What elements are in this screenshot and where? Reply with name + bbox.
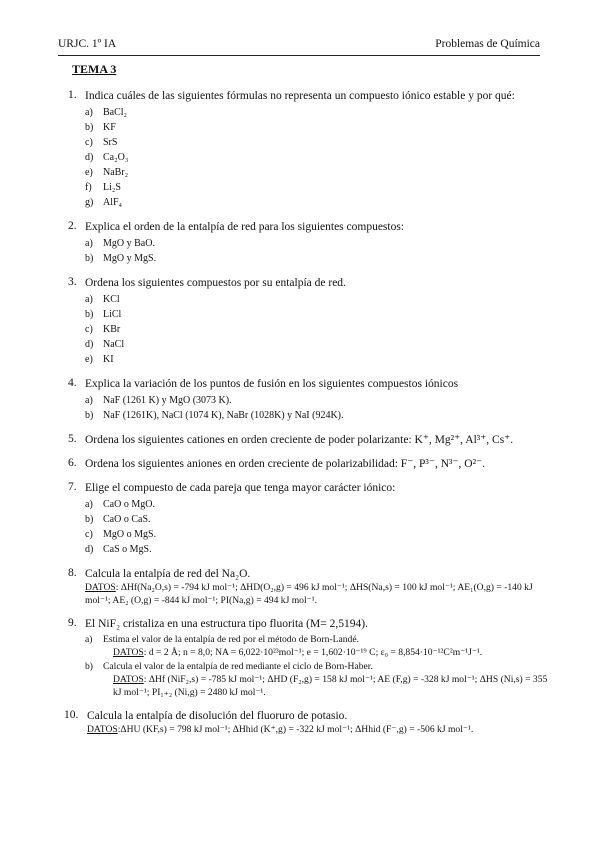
- question-text: Ordena los siguientes compuestos por su entalpía de red.: [85, 277, 346, 289]
- option-item: a) BaCl₂: [85, 107, 128, 118]
- question-text: Calcula la entalpía de disolución del fluoruro de potasio.: [87, 710, 348, 722]
- question-1: [68, 89, 550, 210]
- option-item: b) MgO y MgS.: [85, 253, 157, 264]
- question-10: [64, 709, 550, 736]
- question-number: 4.: [68, 377, 77, 389]
- datos-block: [87, 723, 550, 736]
- datos-text: : d = 2 Å; n = 8,0; NA = 6,022·10²³mol⁻¹; e = 1,602·10⁻¹⁹ C; ε₀ = 8,854·10⁻¹²C²m⁻¹J⁻¹.: [143, 647, 483, 658]
- question-3: [68, 276, 550, 367]
- question-number: 10.: [64, 709, 79, 721]
- question-number: 8.: [68, 567, 77, 579]
- option-item: d) Ca₂O₃: [85, 152, 129, 163]
- sub-question: a) Estima el valor de la entalpía de red por el método de Born-Landé. DATOS: d = 2 Å; n = 8,0; NA = 6,022·10²³mol⁻¹; e = 1,602·10⁻¹⁹ C; ε₀ = 8,854·10⁻¹²C²m⁻¹J⁻¹.: [85, 633, 550, 659]
- option-item: b) NaF (1261K), NaCl (1074 K), NaBr (1028K) y NaI (924K).: [85, 410, 344, 421]
- question-5: [68, 433, 550, 447]
- datos-label: DATOS: [85, 582, 116, 593]
- option-item: c) MgO o MgS.: [85, 529, 157, 540]
- question-8: [68, 567, 550, 607]
- question-text: Explica el orden de la entalpía de red para los siguientes compuestos:: [85, 221, 405, 233]
- option-list: [85, 105, 550, 210]
- option-item: e) NaBr₂: [85, 167, 129, 178]
- header-right: Problemas de Química: [435, 38, 540, 50]
- question-7: [68, 481, 550, 557]
- question-number: 6.: [68, 457, 77, 469]
- sub-question-list: [85, 633, 550, 699]
- option-list: [85, 236, 550, 266]
- question-text: Elige el compuesto de cada pareja que tenga mayor carácter iónico:: [85, 482, 396, 494]
- datos-label: DATOS: [87, 724, 118, 735]
- question-9: [68, 617, 550, 699]
- option-item: c) KBr: [85, 324, 121, 335]
- datos-text: : ΔHf (NiF₂,s) = -785 kJ mol⁻¹; ΔHD (F₂,g) = 158 kJ mol⁻¹; AE (F,g) = -328 kJ mol⁻¹; ΔHS (Ni,s) = 355 kJ mol⁻¹; PI₁₊₂ (Ni,g) = 2480 kJ mol⁻¹.: [113, 674, 548, 698]
- option-item: c) SrS: [85, 137, 118, 148]
- option-item: a) MgO y BaO.: [85, 238, 155, 249]
- question-text: Ordena los siguientes aniones en orden creciente de polarizabilidad: F⁻, P³⁻, N³⁻, O²⁻.: [85, 458, 485, 470]
- content: [64, 62, 550, 746]
- datos-label: DATOS: [113, 674, 144, 685]
- option-item: b) KF: [85, 122, 116, 133]
- option-list: [85, 497, 550, 557]
- datos-block: [85, 581, 550, 607]
- option-item: a) NaF (1261 K) y MgO (3073 K).: [85, 395, 232, 406]
- section-title: TEMA 3: [72, 62, 117, 76]
- datos-label: DATOS: [113, 647, 144, 658]
- question-number: 2.: [68, 220, 77, 232]
- question-number: 9.: [68, 617, 77, 629]
- datos-text: : ΔHf(Na₂O,s) = -794 kJ mol⁻¹; ΔHD(O₂,g) = 496 kJ mol⁻¹; ΔHS(Na,s) = 100 kJ mol⁻¹; AE₁(O,g) = -140 kJ mol⁻¹; AE₂ (O,g) = -844 kJ mol⁻¹; PI(Na,g) = 494 kJ mol⁻¹.: [85, 582, 533, 606]
- option-list: [85, 292, 550, 367]
- question-text: Calcula la entalpía de red del Na₂O.: [85, 568, 251, 580]
- question-text: El NiF₂ cristaliza en una estructura tipo fluorita (M= 2,5194).: [85, 618, 368, 630]
- option-item: e) KI: [85, 354, 114, 365]
- question-text: Indica cuáles de las siguientes fórmulas no representa un compuesto iónico estable y por qué:: [85, 90, 515, 102]
- option-item: d) CaS o MgS.: [85, 544, 152, 555]
- page-header: [58, 38, 540, 56]
- option-item: d) NaCl: [85, 339, 125, 350]
- option-item: b) CaO o CaS.: [85, 514, 151, 525]
- option-item: a) KCl: [85, 294, 120, 305]
- question-number: 3.: [68, 276, 77, 288]
- option-item: b) LiCl: [85, 309, 122, 320]
- question-number: 5.: [68, 433, 77, 445]
- question-2: [68, 220, 550, 266]
- option-item: f) Li₂S: [85, 182, 121, 193]
- header-left: URJC. 1º IA: [58, 38, 117, 50]
- question-4: [68, 377, 550, 423]
- question-text: Ordena los siguientes cationes en orden creciente de poder polarizante: K⁺, Mg²⁺, Al³⁺, Cs⁺.: [85, 434, 514, 446]
- option-item: g) AlF₄: [85, 197, 123, 208]
- datos-block: [113, 673, 550, 699]
- option-list: [85, 393, 550, 423]
- option-item: a) CaO o MgO.: [85, 499, 155, 510]
- sub-question: b) Calcula el valor de la entalpía de red mediante el ciclo de Born-Haber. DATOS: ΔHf (NiF₂,s) = -785 kJ mol⁻¹; ΔHD (F₂,g) = 158 kJ mol⁻¹; AE (F,g) = -328 kJ mol⁻¹; ΔHS (Ni,s) = 355 kJ mol⁻¹; PI₁₊₂ (Ni,g) = 2480 kJ mol⁻¹.: [85, 660, 550, 699]
- question-number: 7.: [68, 481, 77, 493]
- question-number: 1.: [68, 89, 77, 101]
- datos-block: [113, 646, 550, 659]
- question-text: Explica la variación de los puntos de fusión en los siguientes compuestos iónicos: [85, 378, 459, 390]
- question-6: [68, 457, 550, 471]
- datos-text: :ΔHU (KF,s) = 798 kJ mol⁻¹; ΔHhid (K⁺,g) = -322 kJ mol⁻¹; ΔHhid (F⁻,g) = -506 kJ mol⁻¹.: [117, 724, 474, 735]
